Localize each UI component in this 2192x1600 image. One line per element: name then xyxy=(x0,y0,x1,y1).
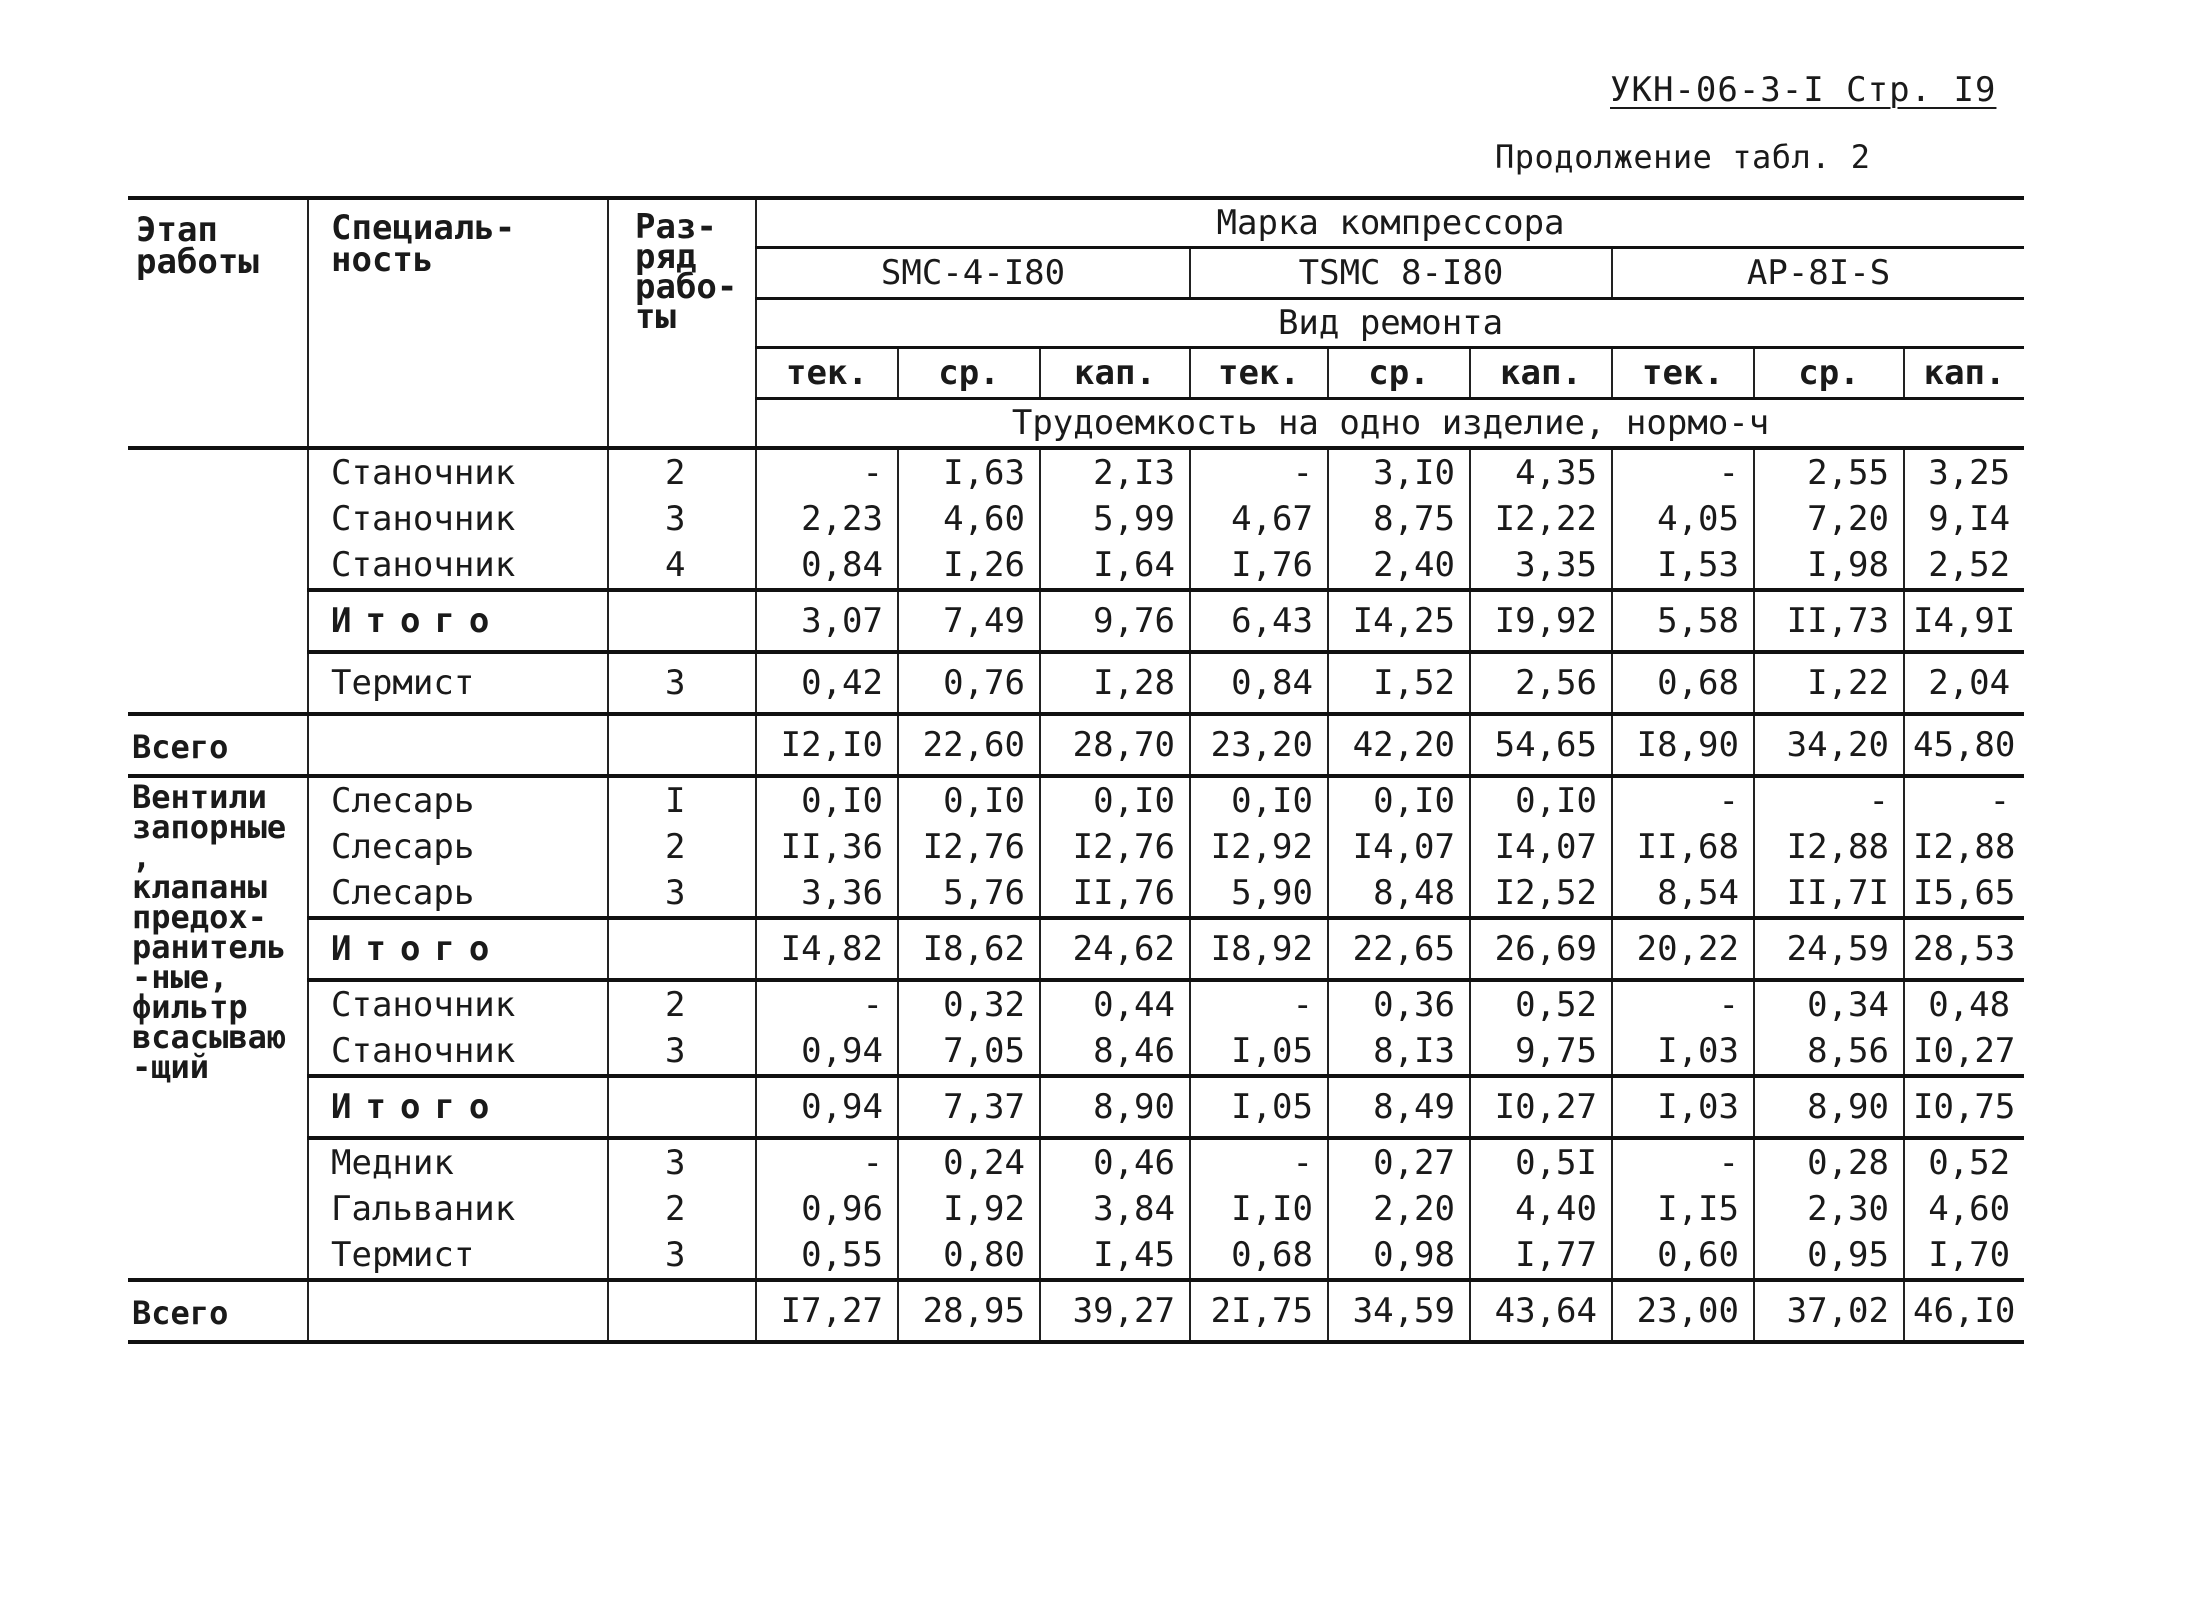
value-cell: 0,55 xyxy=(756,1232,898,1280)
value-cell: I0,75 xyxy=(1904,1076,2024,1138)
header-repair-type: ср. xyxy=(1328,348,1470,399)
value-cell: 0,46 xyxy=(1040,1138,1190,1186)
value-cell: 8,75 xyxy=(1328,496,1470,542)
table-row xyxy=(128,496,2024,542)
header-repair-type: тек. xyxy=(1612,348,1754,399)
value-cell: I4,9I xyxy=(1904,590,2024,652)
header-repair-type: тек. xyxy=(1190,348,1328,399)
stage-cell: Вентили запорные, клапаны предох-ранитель-ные, фильтр всасываю-щий xyxy=(132,778,287,1086)
grade-cell xyxy=(608,714,756,776)
table-row xyxy=(128,652,2024,714)
value-cell: I,03 xyxy=(1612,1028,1754,1076)
value-cell: I2,I0 xyxy=(756,714,898,776)
header-model: TSMC 8-I80 xyxy=(1190,248,1612,299)
value-cell: - xyxy=(1190,1138,1328,1186)
value-cell: II,7I xyxy=(1754,870,1904,918)
value-cell: I,76 xyxy=(1190,542,1328,590)
value-cell: - xyxy=(1612,776,1754,824)
value-cell: I,I5 xyxy=(1612,1186,1754,1232)
value-cell: 8,90 xyxy=(1040,1076,1190,1138)
value-cell: I4,07 xyxy=(1328,824,1470,870)
value-cell: 0,I0 xyxy=(1190,776,1328,824)
header-grade: Раз-ряд рабо-ты xyxy=(608,198,756,448)
value-cell: 2,04 xyxy=(1904,652,2024,714)
specialty-cell: Термист xyxy=(308,652,608,714)
value-cell: I8,92 xyxy=(1190,918,1328,980)
table-row xyxy=(128,1232,2024,1280)
subtotal-row xyxy=(128,590,2024,652)
table-row xyxy=(128,1186,2024,1232)
value-cell: I,70 xyxy=(1904,1232,2024,1280)
value-cell: 46,I0 xyxy=(1904,1280,2024,1342)
header-repair-type: кап. xyxy=(1470,348,1612,399)
value-cell: 8,54 xyxy=(1612,870,1754,918)
grade-cell: 4 xyxy=(608,542,756,590)
header-repair-type: ср. xyxy=(898,348,1040,399)
value-cell: 0,94 xyxy=(756,1028,898,1076)
value-cell: 2I,75 xyxy=(1190,1280,1328,1342)
value-cell: I,03 xyxy=(1612,1076,1754,1138)
value-cell: I8,90 xyxy=(1612,714,1754,776)
value-cell: 0,32 xyxy=(898,980,1040,1028)
header-repair-type: ср. xyxy=(1754,348,1904,399)
grade-cell: 2 xyxy=(608,824,756,870)
value-cell: 5,58 xyxy=(1612,590,1754,652)
total-row xyxy=(128,714,2024,776)
value-cell: 0,52 xyxy=(1904,1138,2024,1186)
header-repair-type: тек. xyxy=(756,348,898,399)
value-cell: - xyxy=(1754,776,1904,824)
grade-cell xyxy=(608,1280,756,1342)
value-cell: 2,20 xyxy=(1328,1186,1470,1232)
value-cell: I0,27 xyxy=(1470,1076,1612,1138)
value-cell: 8,I3 xyxy=(1328,1028,1470,1076)
value-cell: I,92 xyxy=(898,1186,1040,1232)
value-cell: 28,53 xyxy=(1904,918,2024,980)
value-cell: 2,23 xyxy=(756,496,898,542)
value-cell: I2,88 xyxy=(1904,824,2024,870)
specialty-cell: Станочник xyxy=(308,448,608,496)
specialty-cell: Итого xyxy=(308,918,608,980)
value-cell: 0,34 xyxy=(1754,980,1904,1028)
value-cell: I,05 xyxy=(1190,1076,1328,1138)
header-compressor-brand: Марка компрессора xyxy=(756,198,2024,248)
value-cell: 24,62 xyxy=(1040,918,1190,980)
grade-cell xyxy=(608,1076,756,1138)
header-model: AP-8I-S xyxy=(1612,248,2024,299)
value-cell: 0,48 xyxy=(1904,980,2024,1028)
value-cell: 0,80 xyxy=(898,1232,1040,1280)
value-cell: I,77 xyxy=(1470,1232,1612,1280)
table-row xyxy=(128,870,2024,918)
grade-cell: 3 xyxy=(608,652,756,714)
value-cell: 3,25 xyxy=(1904,448,2024,496)
grade-cell xyxy=(608,590,756,652)
value-cell: I,64 xyxy=(1040,542,1190,590)
table-header xyxy=(128,198,2024,448)
specialty-cell: Итого xyxy=(308,590,608,652)
grade-cell: 3 xyxy=(608,870,756,918)
value-cell: I0,27 xyxy=(1904,1028,2024,1076)
specialty-cell: Станочник xyxy=(308,1028,608,1076)
value-cell: I2,88 xyxy=(1754,824,1904,870)
table-row xyxy=(128,824,2024,870)
value-cell: 0,96 xyxy=(756,1186,898,1232)
stage-cell: Всего xyxy=(132,728,229,766)
value-cell: I2,22 xyxy=(1470,496,1612,542)
value-cell: 2,40 xyxy=(1328,542,1470,590)
value-cell: 28,70 xyxy=(1040,714,1190,776)
table-row xyxy=(128,1138,2024,1186)
specialty-cell: Итого xyxy=(308,1076,608,1138)
value-cell: 2,I3 xyxy=(1040,448,1190,496)
value-cell: 42,20 xyxy=(1328,714,1470,776)
value-cell: II,76 xyxy=(1040,870,1190,918)
value-cell: 9,75 xyxy=(1470,1028,1612,1076)
value-cell: - xyxy=(1612,1138,1754,1186)
table-row xyxy=(128,542,2024,590)
value-cell: 20,22 xyxy=(1612,918,1754,980)
specialty-cell: Слесарь xyxy=(308,824,608,870)
value-cell: - xyxy=(1612,448,1754,496)
value-cell: 0,42 xyxy=(756,652,898,714)
value-cell: 24,59 xyxy=(1754,918,1904,980)
value-cell: 39,27 xyxy=(1040,1280,1190,1342)
value-cell: I5,65 xyxy=(1904,870,2024,918)
header-repair-type: кап. xyxy=(1904,348,2024,399)
value-cell: I2,76 xyxy=(898,824,1040,870)
value-cell: 8,48 xyxy=(1328,870,1470,918)
value-cell: 9,I4 xyxy=(1904,496,2024,542)
value-cell: 5,76 xyxy=(898,870,1040,918)
value-cell: 5,99 xyxy=(1040,496,1190,542)
value-cell: 34,59 xyxy=(1328,1280,1470,1342)
header-repair-kind: Вид ремонта xyxy=(756,299,2024,348)
stage-cell xyxy=(128,448,308,714)
table-row xyxy=(128,980,2024,1028)
value-cell: 22,65 xyxy=(1328,918,1470,980)
header-labor-caption: Трудоемкость на одно изделие, нормо-ч xyxy=(756,399,2024,449)
value-cell: I,28 xyxy=(1040,652,1190,714)
value-cell: - xyxy=(1904,776,2024,824)
value-cell: I2,92 xyxy=(1190,824,1328,870)
grade-cell: 2 xyxy=(608,1186,756,1232)
value-cell: 3,36 xyxy=(756,870,898,918)
subtotal-row xyxy=(128,918,2024,980)
specialty-cell: Гальваник xyxy=(308,1186,608,1232)
value-cell: I,98 xyxy=(1754,542,1904,590)
value-cell: 8,46 xyxy=(1040,1028,1190,1076)
value-cell: I,26 xyxy=(898,542,1040,590)
value-cell: I9,92 xyxy=(1470,590,1612,652)
value-cell: 0,I0 xyxy=(1328,776,1470,824)
value-cell: 0,I0 xyxy=(1040,776,1190,824)
value-cell: 0,5I xyxy=(1470,1138,1612,1186)
value-cell: 2,52 xyxy=(1904,542,2024,590)
header-stage: Этап работы xyxy=(136,210,259,282)
specialty-cell: Станочник xyxy=(308,496,608,542)
value-cell: 2,30 xyxy=(1754,1186,1904,1232)
value-cell: - xyxy=(1612,980,1754,1028)
value-cell: 45,80 xyxy=(1904,714,2024,776)
value-cell: 0,28 xyxy=(1754,1138,1904,1186)
value-cell: I,I0 xyxy=(1190,1186,1328,1232)
value-cell: 4,40 xyxy=(1470,1186,1612,1232)
table-row xyxy=(128,448,2024,496)
table-row xyxy=(128,1028,2024,1076)
value-cell: 22,60 xyxy=(898,714,1040,776)
value-cell: 0,52 xyxy=(1470,980,1612,1028)
grade-cell: 3 xyxy=(608,1232,756,1280)
specialty-cell: Станочник xyxy=(308,980,608,1028)
value-cell: 34,20 xyxy=(1754,714,1904,776)
value-cell: I,05 xyxy=(1190,1028,1328,1076)
value-cell: 0,60 xyxy=(1612,1232,1754,1280)
value-cell: I2,76 xyxy=(1040,824,1190,870)
value-cell: I,53 xyxy=(1612,542,1754,590)
value-cell: I,63 xyxy=(898,448,1040,496)
value-cell: 28,95 xyxy=(898,1280,1040,1342)
grade-cell: 3 xyxy=(608,1028,756,1076)
value-cell: 23,00 xyxy=(1612,1280,1754,1342)
value-cell: I4,82 xyxy=(756,918,898,980)
value-cell: - xyxy=(756,1138,898,1186)
value-cell: 2,55 xyxy=(1754,448,1904,496)
value-cell: 3,07 xyxy=(756,590,898,652)
value-cell: 43,64 xyxy=(1470,1280,1612,1342)
table-continuation-caption: Продолжение табл. 2 xyxy=(1495,138,1871,176)
specialty-cell xyxy=(308,1280,608,1342)
value-cell: I7,27 xyxy=(756,1280,898,1342)
value-cell: 0,36 xyxy=(1328,980,1470,1028)
value-cell: 4,60 xyxy=(898,496,1040,542)
value-cell: 0,95 xyxy=(1754,1232,1904,1280)
specialty-cell xyxy=(308,714,608,776)
value-cell: 8,56 xyxy=(1754,1028,1904,1076)
specialty-cell: Станочник xyxy=(308,542,608,590)
value-cell: 8,49 xyxy=(1328,1076,1470,1138)
specialty-cell: Слесарь xyxy=(308,870,608,918)
value-cell: 0,68 xyxy=(1612,652,1754,714)
specialty-cell: Слесарь xyxy=(308,776,608,824)
value-cell: I,45 xyxy=(1040,1232,1190,1280)
value-cell: I4,25 xyxy=(1328,590,1470,652)
value-cell: I8,62 xyxy=(898,918,1040,980)
grade-cell: I xyxy=(608,776,756,824)
grade-cell: 3 xyxy=(608,1138,756,1186)
value-cell: 0,94 xyxy=(756,1076,898,1138)
value-cell: - xyxy=(1190,448,1328,496)
value-cell: 8,90 xyxy=(1754,1076,1904,1138)
value-cell: 0,44 xyxy=(1040,980,1190,1028)
table-body xyxy=(128,448,2024,1342)
value-cell: 0,98 xyxy=(1328,1232,1470,1280)
value-cell: 37,02 xyxy=(1754,1280,1904,1342)
value-cell: 0,68 xyxy=(1190,1232,1328,1280)
grade-cell xyxy=(608,918,756,980)
value-cell: 3,84 xyxy=(1040,1186,1190,1232)
value-cell: 0,I0 xyxy=(898,776,1040,824)
value-cell: I,52 xyxy=(1328,652,1470,714)
value-cell: 0,84 xyxy=(756,542,898,590)
value-cell: 0,I0 xyxy=(756,776,898,824)
value-cell: 54,65 xyxy=(1470,714,1612,776)
specialty-cell: Термист xyxy=(308,1232,608,1280)
value-cell: 5,90 xyxy=(1190,870,1328,918)
value-cell: 7,20 xyxy=(1754,496,1904,542)
header-specialty: Специаль-ность xyxy=(308,198,608,448)
value-cell: 3,I0 xyxy=(1328,448,1470,496)
value-cell: - xyxy=(1190,980,1328,1028)
value-cell: 0,76 xyxy=(898,652,1040,714)
value-cell: 4,35 xyxy=(1470,448,1612,496)
value-cell: I,22 xyxy=(1754,652,1904,714)
value-cell: - xyxy=(756,980,898,1028)
labor-intensity-table xyxy=(128,196,2024,1344)
value-cell: 3,35 xyxy=(1470,542,1612,590)
value-cell: II,68 xyxy=(1612,824,1754,870)
table-row xyxy=(128,776,2024,824)
value-cell: 9,76 xyxy=(1040,590,1190,652)
value-cell: 4,67 xyxy=(1190,496,1328,542)
value-cell: I2,52 xyxy=(1470,870,1612,918)
value-cell: 0,I0 xyxy=(1470,776,1612,824)
value-cell: - xyxy=(756,448,898,496)
header-model: SMC-4-I80 xyxy=(756,248,1190,299)
value-cell: 0,27 xyxy=(1328,1138,1470,1186)
value-cell: 4,05 xyxy=(1612,496,1754,542)
value-cell: 4,60 xyxy=(1904,1186,2024,1232)
value-cell: 7,05 xyxy=(898,1028,1040,1076)
specialty-cell: Медник xyxy=(308,1138,608,1186)
grade-cell: 2 xyxy=(608,448,756,496)
grade-cell: 2 xyxy=(608,980,756,1028)
value-cell: I4,07 xyxy=(1470,824,1612,870)
value-cell: 0,24 xyxy=(898,1138,1040,1186)
value-cell: 7,37 xyxy=(898,1076,1040,1138)
value-cell: 26,69 xyxy=(1470,918,1612,980)
grade-cell: 3 xyxy=(608,496,756,542)
value-cell: 7,49 xyxy=(898,590,1040,652)
subtotal-row xyxy=(128,1076,2024,1138)
total-row xyxy=(128,1280,2024,1342)
value-cell: II,36 xyxy=(756,824,898,870)
value-cell: 2,56 xyxy=(1470,652,1612,714)
value-cell: II,73 xyxy=(1754,590,1904,652)
stage-cell: Всего xyxy=(132,1294,229,1332)
value-cell: 6,43 xyxy=(1190,590,1328,652)
document-reference: УКН-06-3-I Стр. I9 xyxy=(1610,70,1997,110)
value-cell: 0,84 xyxy=(1190,652,1328,714)
header-repair-type: кап. xyxy=(1040,348,1190,399)
value-cell: 23,20 xyxy=(1190,714,1328,776)
